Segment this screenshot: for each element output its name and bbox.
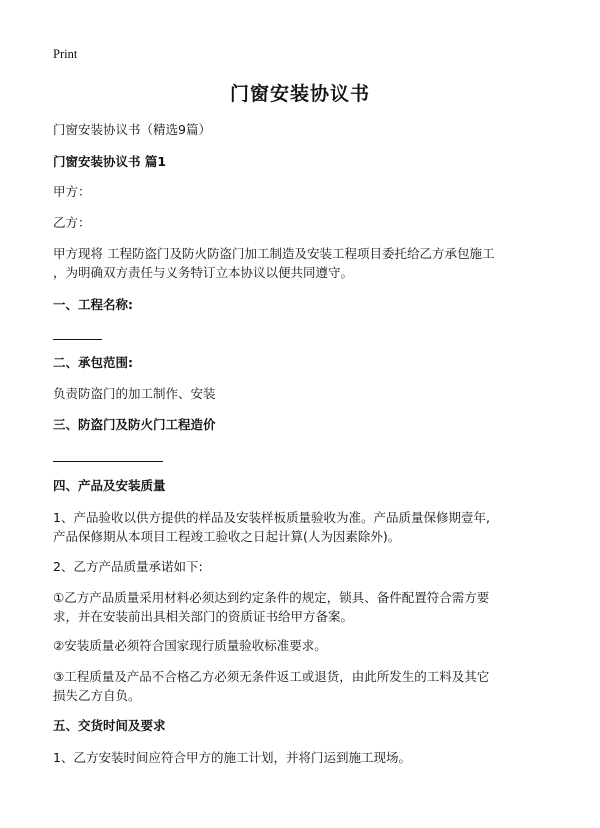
intro-line: ，为明确双方责任与义务特订立本协议以便共同遵守。: [53, 265, 354, 280]
intro-paragraph: [53, 244, 553, 282]
quality-sub-line: ①乙方产品质量采用材料必须达到约定条件的规定，锁具、备件配置符合需方要: [53, 590, 490, 605]
delivery-item-1: 1、乙方安装时间应符合甲方的施工计划，并将门运到施工现场。: [53, 750, 411, 765]
quality-item-1: [53, 508, 553, 546]
delivery-heading: 五、交货时间及要求: [53, 718, 166, 733]
quality-sub-line: ③工程质量及产品不合格乙方必须无条件返工或退货，由此所发生的工料及其它: [53, 669, 490, 684]
cost-blank: [53, 461, 163, 462]
party-b-label: 乙方：: [53, 215, 91, 230]
quality-item-line: 产品保修期从本项目工程竣工验收之日起计算(人为因素除外)。: [53, 529, 401, 544]
document-title: 门窗安装协议书: [229, 83, 370, 105]
quality-sub-2: ②安装质量必须符合国家现行质量验收标准要求。: [53, 638, 327, 653]
quality-heading: 四、产品及安装质量: [53, 478, 166, 493]
scope-body: 负责防盗门的加工制作、安装: [53, 386, 216, 401]
quality-sub-1: [53, 588, 553, 626]
cost-heading: 三、防盗门及防火门工程造价: [53, 417, 216, 432]
party-a-label: 甲方：: [53, 184, 91, 199]
intro-line: 甲方现将 工程防盗门及防火防盗门加工制造及安装工程项目委托给乙方承包施工: [53, 246, 495, 261]
scope-heading: 二、承包范围:: [53, 355, 133, 370]
project-name-blank: [53, 339, 102, 340]
document-subtitle: 门窗安装协议书（精选9篇）: [53, 122, 211, 137]
quality-item-line: 1、产品验收以供方提供的样品及安装样板质量验收为准。产品质量保修期壹年,: [53, 510, 490, 525]
section-title: 门窗安装协议书 篇1: [53, 154, 167, 169]
quality-sub-3: [53, 667, 553, 705]
print-link[interactable]: Print: [53, 47, 78, 61]
quality-sub-line: 损失乙方自负。: [53, 688, 141, 703]
quality-sub-line: 求，并在安装前出具相关部门的资质证书给甲方备案。: [53, 609, 354, 624]
quality-item-2: 2、乙方产品质量承诺如下:: [53, 559, 203, 574]
project-name-heading: 一、工程名称:: [53, 297, 133, 312]
